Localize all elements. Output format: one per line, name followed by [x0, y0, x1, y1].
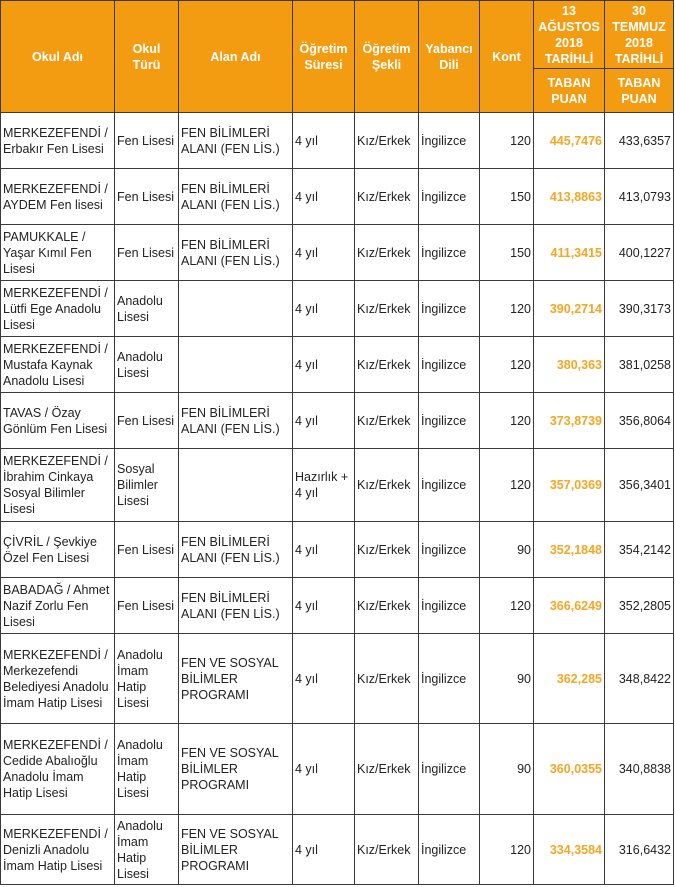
school-name-cell: MERKEZEFENDİ / Cedide Abalıoğlu Anadolu İmam Hatip Lisesi — [1, 724, 115, 815]
duration-cell: 4 yıl — [293, 578, 355, 634]
field-name-cell: FEN BİLİMLERİ ALANI (FEN LİS.) — [179, 393, 293, 449]
field-name-cell: FEN BİLİMLERİ ALANI (FEN LİS.) — [179, 522, 293, 578]
score-30-july-cell: 400,1227 — [605, 225, 674, 281]
header-quota: Kont — [480, 1, 534, 113]
header-language: Yabancı Dili — [419, 1, 480, 113]
field-name-cell — [179, 449, 293, 522]
school-type-cell: Anadolu Lisesi — [115, 337, 179, 393]
table-row — [1, 393, 674, 449]
score-13-august-cell: 360,0355 — [534, 724, 605, 815]
table-row — [1, 169, 674, 225]
school-name-cell: MERKEZEFENDİ / AYDEM Fen lisesi — [1, 169, 115, 225]
school-name-cell: MERKEZEFENDİ / Erbakır Fen Lisesi — [1, 113, 115, 169]
header-base-score-30: TABAN PUAN — [605, 69, 674, 113]
score-30-july-cell: 356,8064 — [605, 393, 674, 449]
education-mode-cell: Kız/Erkek — [355, 281, 419, 337]
school-type-cell: Fen Lisesi — [115, 393, 179, 449]
language-cell: İngilizce — [419, 724, 480, 815]
education-mode-cell: Kız/Erkek — [355, 449, 419, 522]
field-name-cell: FEN BİLİMLERİ ALANI (FEN LİS.) — [179, 578, 293, 634]
school-type-cell: Fen Lisesi — [115, 522, 179, 578]
school-type-cell: Anadolu İmam Hatip Lisesi — [115, 724, 179, 815]
table-row — [1, 815, 674, 885]
school-type-cell: Anadolu İmam Hatip Lisesi — [115, 815, 179, 885]
education-mode-cell: Kız/Erkek — [355, 393, 419, 449]
school-type-cell: Fen Lisesi — [115, 225, 179, 281]
header-date-13-august: 13 AĞUSTOS 2018 TARİHLİ — [534, 1, 605, 69]
field-name-cell — [179, 337, 293, 393]
score-13-august-cell: 334,3584 — [534, 815, 605, 885]
duration-cell: 4 yıl — [293, 815, 355, 885]
school-type-cell: Sosyal Bilimler Lisesi — [115, 449, 179, 522]
score-13-august-cell: 362,285 — [534, 634, 605, 724]
field-name-cell: FEN BİLİMLERİ ALANI (FEN LİS.) — [179, 225, 293, 281]
school-type-cell: Anadolu İmam Hatip Lisesi — [115, 634, 179, 724]
school-name-cell: BABADAĞ / Ahmet Nazif Zorlu Fen Lisesi — [1, 578, 115, 634]
header-mode: Öğretim Şekli — [355, 1, 419, 113]
header-duration: Öğretim Süresi — [293, 1, 355, 113]
education-mode-cell: Kız/Erkek — [355, 169, 419, 225]
table-row — [1, 634, 674, 724]
score-30-july-cell: 356,3401 — [605, 449, 674, 522]
table-row — [1, 724, 674, 815]
school-name-cell: MERKEZEFENDİ / Mustafa Kaynak Anadolu Lisesi — [1, 337, 115, 393]
education-mode-cell: Kız/Erkek — [355, 225, 419, 281]
quota-cell: 150 — [480, 169, 534, 225]
quota-cell: 120 — [480, 113, 534, 169]
table-row — [1, 578, 674, 634]
duration-cell: Hazırlık + 4 yıl — [293, 449, 355, 522]
score-13-august-cell: 411,3415 — [534, 225, 605, 281]
language-cell: İngilizce — [419, 449, 480, 522]
field-name-cell — [179, 281, 293, 337]
header-school: Okul Adı — [1, 1, 115, 113]
score-30-july-cell: 433,6357 — [605, 113, 674, 169]
language-cell: İngilizce — [419, 337, 480, 393]
score-13-august-cell: 445,7476 — [534, 113, 605, 169]
score-30-july-cell: 354,2142 — [605, 522, 674, 578]
school-name-cell: PAMUKKALE / Yaşar Kımıl Fen Lisesi — [1, 225, 115, 281]
score-13-august-cell: 366,6249 — [534, 578, 605, 634]
education-mode-cell: Kız/Erkek — [355, 337, 419, 393]
score-13-august-cell: 413,8863 — [534, 169, 605, 225]
quota-cell: 150 — [480, 225, 534, 281]
duration-cell: 4 yıl — [293, 281, 355, 337]
school-name-cell: ÇİVRİL / Şevkiye Özel Fen Lisesi — [1, 522, 115, 578]
header-field: Alan Adı — [179, 1, 293, 113]
field-name-cell: FEN BİLİMLERİ ALANI (FEN LİS.) — [179, 113, 293, 169]
score-30-july-cell: 316,6432 — [605, 815, 674, 885]
duration-cell: 4 yıl — [293, 724, 355, 815]
score-13-august-cell: 357,0369 — [534, 449, 605, 522]
education-mode-cell: Kız/Erkek — [355, 578, 419, 634]
duration-cell: 4 yıl — [293, 113, 355, 169]
table-row — [1, 337, 674, 393]
language-cell: İngilizce — [419, 225, 480, 281]
field-name-cell: FEN BİLİMLERİ ALANI (FEN LİS.) — [179, 169, 293, 225]
school-name-cell: MERKEZEFENDİ / Denizli Anadolu İmam Hatip Lisesi — [1, 815, 115, 885]
score-13-august-cell: 373,8739 — [534, 393, 605, 449]
quota-cell: 90 — [480, 522, 534, 578]
score-13-august-cell: 380,363 — [534, 337, 605, 393]
header-base-score-13: TABAN PUAN — [534, 69, 605, 113]
school-name-cell: MERKEZEFENDİ / Lütfi Ege Anadolu Lisesi — [1, 281, 115, 337]
education-mode-cell: Kız/Erkek — [355, 113, 419, 169]
duration-cell: 4 yıl — [293, 634, 355, 724]
duration-cell: 4 yıl — [293, 225, 355, 281]
score-13-august-cell: 390,2714 — [534, 281, 605, 337]
education-mode-cell: Kız/Erkek — [355, 522, 419, 578]
duration-cell: 4 yıl — [293, 393, 355, 449]
field-name-cell: FEN VE SOSYAL BİLİMLER PROGRAMI — [179, 634, 293, 724]
score-13-august-cell: 352,1848 — [534, 522, 605, 578]
duration-cell: 4 yıl — [293, 337, 355, 393]
quota-cell: 120 — [480, 281, 534, 337]
quota-cell: 90 — [480, 724, 534, 815]
school-type-cell: Anadolu Lisesi — [115, 281, 179, 337]
score-30-july-cell: 413,0793 — [605, 169, 674, 225]
language-cell: İngilizce — [419, 281, 480, 337]
education-mode-cell: Kız/Erkek — [355, 634, 419, 724]
quota-cell: 120 — [480, 815, 534, 885]
header-type: Okul Türü — [115, 1, 179, 113]
education-mode-cell: Kız/Erkek — [355, 724, 419, 815]
duration-cell: 4 yıl — [293, 169, 355, 225]
language-cell: İngilizce — [419, 578, 480, 634]
language-cell: İngilizce — [419, 113, 480, 169]
quota-cell: 120 — [480, 578, 534, 634]
table-row — [1, 522, 674, 578]
language-cell: İngilizce — [419, 393, 480, 449]
duration-cell: 4 yıl — [293, 522, 355, 578]
language-cell: İngilizce — [419, 522, 480, 578]
table-header — [1, 1, 674, 113]
quota-cell: 120 — [480, 449, 534, 522]
table-row — [1, 113, 674, 169]
language-cell: İngilizce — [419, 634, 480, 724]
quota-cell: 90 — [480, 634, 534, 724]
table-body — [1, 113, 674, 885]
education-mode-cell: Kız/Erkek — [355, 815, 419, 885]
header-date-30-july: 30 TEMMUZ 2018 TARİHLİ — [605, 1, 674, 69]
school-name-cell: MERKEZEFENDİ / İbrahim Cinkaya Sosyal Bilimler Lisesi — [1, 449, 115, 522]
school-type-cell: Fen Lisesi — [115, 578, 179, 634]
field-name-cell: FEN VE SOSYAL BİLİMLER PROGRAMI — [179, 815, 293, 885]
score-30-july-cell: 381,0258 — [605, 337, 674, 393]
score-30-july-cell: 348,8422 — [605, 634, 674, 724]
school-type-cell: Fen Lisesi — [115, 113, 179, 169]
language-cell: İngilizce — [419, 169, 480, 225]
quota-cell: 120 — [480, 337, 534, 393]
language-cell: İngilizce — [419, 815, 480, 885]
table-row — [1, 281, 674, 337]
score-30-july-cell: 390,3173 — [605, 281, 674, 337]
table-row — [1, 225, 674, 281]
table-row — [1, 449, 674, 522]
school-type-cell: Fen Lisesi — [115, 169, 179, 225]
score-30-july-cell: 352,2805 — [605, 578, 674, 634]
score-30-july-cell: 340,8838 — [605, 724, 674, 815]
field-name-cell: FEN VE SOSYAL BİLİMLER PROGRAMI — [179, 724, 293, 815]
school-name-cell: MERKEZEFENDİ / Merkezefendi Belediyesi Anadolu İmam Hatip Lisesi — [1, 634, 115, 724]
quota-cell: 120 — [480, 393, 534, 449]
school-name-cell: TAVAS / Özay Gönlüm Fen Lisesi — [1, 393, 115, 449]
